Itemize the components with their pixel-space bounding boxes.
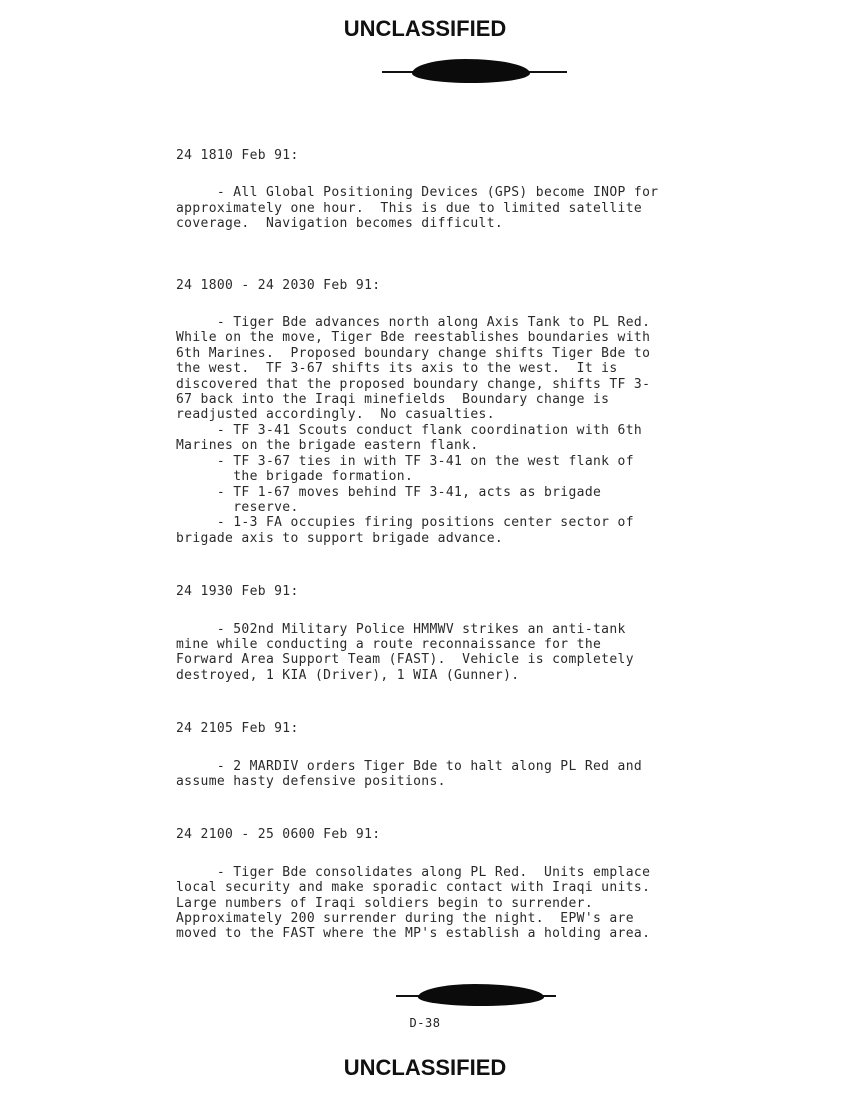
- log-entry: [176, 278, 776, 547]
- classification-footer: UNCLASSIFIED: [343, 1055, 507, 1080]
- top-redaction-mark: [382, 56, 567, 86]
- log-entry: [176, 584, 776, 683]
- page-number: D-38: [409, 1016, 441, 1030]
- text-line: moved to the FAST where the MP's establish a holding area.: [176, 926, 651, 942]
- document-body: [176, 148, 776, 942]
- text-line: - All Global Positioning Devices (GPS) become INOP for: [176, 185, 659, 201]
- entry-timestamp: 24 1930 Feb 91:: [176, 584, 299, 600]
- text-line: - 502nd Military Police HMMWV strikes an anti-tank: [176, 621, 626, 637]
- text-line: brigade axis to support brigade advance.: [176, 530, 504, 546]
- entry-timestamp: 24 2100 - 25 0600 Feb 91:: [176, 827, 381, 843]
- text-line: coverage. Navigation becomes difficult.: [176, 216, 504, 232]
- text-line: mine while conducting a route reconnaissance for the: [176, 636, 602, 652]
- bottom-redaction-mark: [396, 982, 556, 1012]
- text-line: - Tiger Bde consolidates along PL Red. Units emplace: [176, 864, 651, 880]
- text-line: the west. TF 3-67 shifts its axis to the west. It is: [176, 361, 618, 377]
- text-line: 67 back into the Iraqi minefields Boundary change is: [176, 392, 610, 408]
- entry-text: [176, 185, 776, 231]
- entry-timestamp: 24 2105 Feb 91:: [176, 721, 299, 737]
- entry-text: [176, 865, 776, 942]
- text-line: While on the move, Tiger Bde reestablishes boundaries with: [176, 330, 651, 346]
- entry-timestamp: 24 1810 Feb 91:: [176, 148, 299, 163]
- text-line: - 1-3 FA occupies firing positions center sector of: [176, 515, 634, 531]
- log-entry: [176, 148, 776, 232]
- text-line: Forward Area Support Team (FAST). Vehicle is completely: [176, 652, 634, 668]
- text-line: - TF 1-67 moves behind TF 3-41, acts as brigade: [176, 484, 602, 500]
- text-line: destroyed, 1 KIA (Driver), 1 WIA (Gunner).: [176, 667, 520, 683]
- text-line: 6th Marines. Proposed boundary change shifts Tiger Bde to: [176, 345, 651, 361]
- log-entry: [176, 827, 776, 941]
- entry-timestamp: 24 1800 - 24 2030 Feb 91:: [176, 277, 381, 293]
- text-line: Approximately 200 surrender during the night. EPW's are: [176, 911, 634, 926]
- text-line: Large numbers of Iraqi soldiers begin to surrender.: [176, 895, 594, 911]
- classification-header: UNCLASSIFIED: [343, 16, 507, 41]
- text-line: Marines on the brigade eastern flank.: [176, 438, 479, 454]
- entry-text: [176, 622, 776, 684]
- text-line: the brigade formation.: [176, 469, 414, 485]
- text-line: discovered that the proposed boundary change, shifts TF 3-: [176, 376, 651, 392]
- text-line: - Tiger Bde advances north along Axis Tank to PL Red.: [176, 315, 651, 331]
- text-line: local security and make sporadic contact with Iraqi units.: [176, 880, 651, 896]
- text-line: assume hasty defensive positions.: [176, 773, 446, 789]
- text-line: - TF 3-41 Scouts conduct flank coordination with 6th: [176, 422, 643, 438]
- text-line: - 2 MARDIV orders Tiger Bde to halt along PL Red and: [176, 758, 643, 774]
- text-line: approximately one hour. This is due to limited satellite: [176, 200, 643, 216]
- text-line: reserve.: [176, 499, 299, 515]
- text-line: readjusted accordingly. No casualties.: [176, 407, 495, 423]
- entry-text: [176, 315, 776, 546]
- text-line: - TF 3-67 ties in with TF 3-41 on the west flank of: [176, 453, 634, 469]
- entry-text: [176, 759, 776, 790]
- log-entry: [176, 721, 776, 789]
